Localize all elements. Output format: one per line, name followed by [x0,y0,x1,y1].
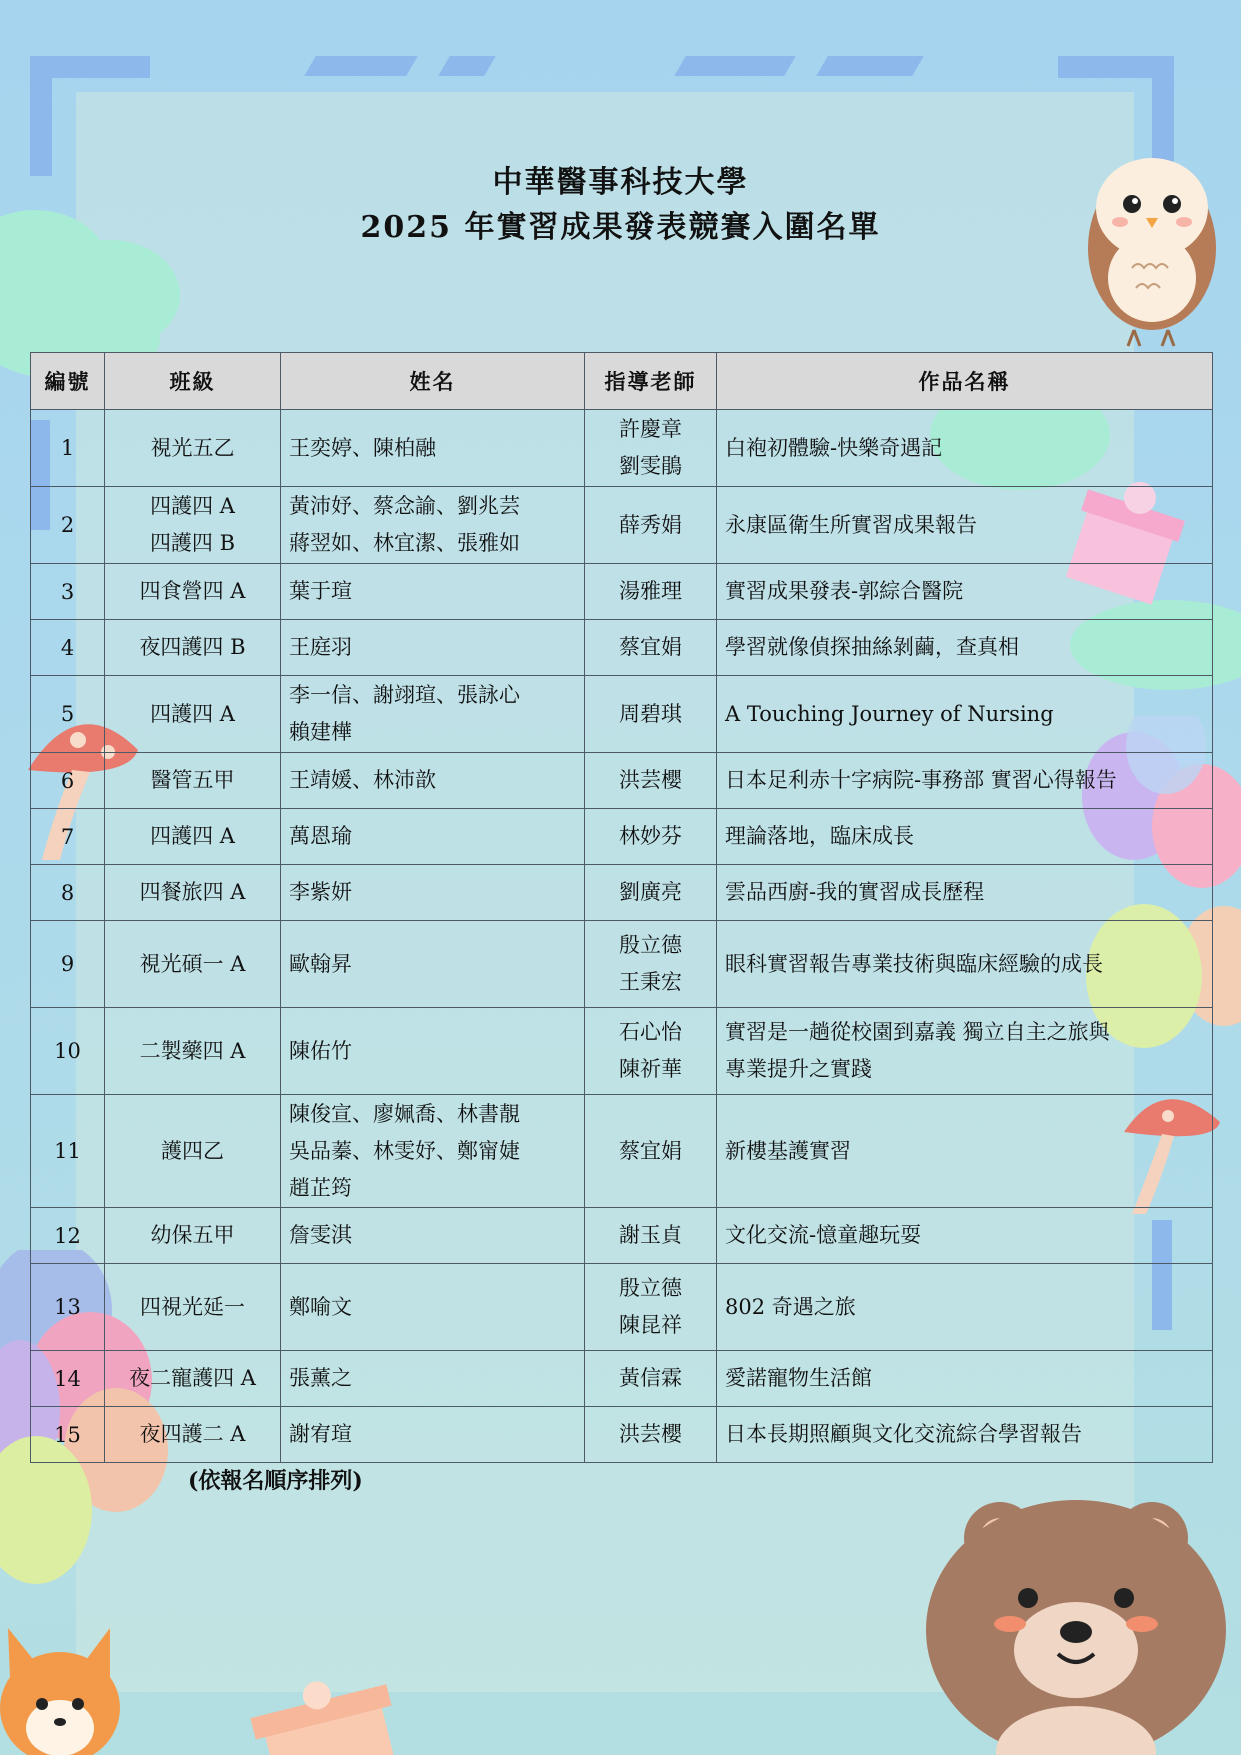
work-title-cell-line: 理論落地，臨床成長 [725,824,914,848]
advisor-cell-line: 洪芸櫻 [619,1422,682,1446]
row-number: 1 [31,410,105,487]
class-cell-line: 夜二寵護四 A [129,1366,256,1390]
work-title-cell [717,564,1213,620]
row-number: 14 [31,1351,105,1407]
frame-dash-top [304,56,418,76]
work-title-cell [717,1208,1213,1264]
table-row [31,809,1213,865]
class-cell [105,753,281,809]
fox-illustration [0,1618,120,1755]
student-names-cell-line: 賴建樺 [289,720,352,744]
student-names-cell-line: 張薰之 [289,1366,352,1390]
class-cell [105,1407,281,1463]
student-names-cell [281,487,585,564]
work-title-cell-line: 實習是一趟從校園到嘉義 獨立自主之旅與 [725,1020,1110,1044]
table-row [31,620,1213,676]
work-title-cell [717,753,1213,809]
student-names-cell-line: 陳佑竹 [289,1038,352,1063]
class-cell [105,1095,281,1208]
table-row [31,1008,1213,1095]
advisor-cell-line: 陳昆祥 [619,1313,682,1337]
student-names-cell [281,620,585,676]
table-header-row [31,353,1213,410]
row-number: 4 [31,620,105,676]
table-row [31,410,1213,487]
advisor-cell [585,1008,717,1095]
class-cell-line: 四視光延一 [140,1294,245,1319]
class-cell [105,620,281,676]
frame-dash-top [438,56,496,76]
student-names-cell-line: 李一信、謝翊瑄、張詠心 [289,683,520,707]
class-cell [105,1351,281,1407]
advisor-cell-line: 殷立德 [619,933,682,957]
class-cell-line: 護四乙 [161,1138,224,1163]
finalist-table [30,352,1213,1463]
class-cell [105,564,281,620]
advisor-cell-line: 謝玉貞 [619,1223,682,1247]
advisor-cell [585,620,717,676]
ordering-note: (依報名順序排列) [188,1468,363,1494]
table-row [31,753,1213,809]
student-names-cell [281,1407,585,1463]
advisor-cell [585,753,717,809]
work-title-cell [717,1407,1213,1463]
work-title-cell-line: 眼科實習報告專業技術與臨床經驗的成長 [725,951,1103,976]
class-cell-line: 視光五乙 [150,435,235,460]
student-names-cell-line: 黃沛妤、蔡念諭、劉兆芸 [289,494,520,518]
student-names-cell-line: 蔣翌如、林宜潔、張雅如 [289,531,520,555]
advisor-cell [585,676,717,753]
frame-dash-top [816,56,924,76]
student-names-cell [281,809,585,865]
student-names-cell-line: 葉于瑄 [289,579,352,603]
class-cell-line: 幼保五甲 [150,1223,235,1247]
work-title-cell-line: 802 奇遇之旅 [725,1294,856,1319]
table-row [31,1264,1213,1351]
student-names-cell [281,564,585,620]
student-names-cell [281,410,585,487]
advisor-cell [585,865,717,921]
table-row [31,1095,1213,1208]
class-cell-line: 四護四 B [149,531,236,555]
row-number: 7 [31,809,105,865]
advisor-cell-line: 周碧琪 [619,701,682,726]
column-header-work-title: 作品名稱 [717,353,1213,410]
advisor-cell-line: 陳祈華 [619,1057,682,1081]
advisor-cell-line: 王秉宏 [619,970,682,994]
student-names-cell-line: 陳俊宣、廖姵喬、林書靚 [289,1101,520,1126]
student-names-cell-line: 王奕婷、陳柏融 [289,435,436,460]
work-title-cell-line: A Touching Journey of Nursing [725,701,1054,726]
table-row [31,1351,1213,1407]
class-cell-line: 夜四護四 B [139,635,246,659]
work-title-cell-line: 新樓基護實習 [725,1138,851,1163]
class-cell-line: 四護四 A [150,494,235,518]
student-names-cell [281,1264,585,1351]
advisor-cell [585,410,717,487]
row-number: 13 [31,1264,105,1351]
work-title-cell [717,1264,1213,1351]
advisor-cell [585,1351,717,1407]
row-number: 10 [31,1008,105,1095]
class-cell [105,809,281,865]
advisor-cell [585,564,717,620]
frame-dash-top [674,56,796,76]
table-row [31,865,1213,921]
table-body [31,410,1213,1463]
student-names-cell [281,921,585,1008]
work-title-cell [717,865,1213,921]
class-cell [105,676,281,753]
work-title-cell-line: 白袍初體驗-快樂奇遇記 [725,435,943,460]
work-title-cell [717,1008,1213,1095]
table-row [31,1208,1213,1264]
student-names-cell-line: 鄭喻文 [289,1294,352,1319]
work-title-cell [717,1351,1213,1407]
advisor-cell-line: 洪芸櫻 [619,768,682,792]
class-cell [105,921,281,1008]
row-number: 12 [31,1208,105,1264]
class-cell-line: 四餐旅四 A [139,880,246,904]
bear-illustration [920,1490,1241,1755]
class-cell-line: 四食營四 A [139,579,246,603]
work-title-cell-line: 實習成果發表-郭綜合醫院 [725,579,964,603]
class-cell [105,1008,281,1095]
advisor-cell [585,1095,717,1208]
work-title-cell [717,809,1213,865]
work-title-cell-line: 愛諾寵物生活館 [725,1366,872,1390]
row-number: 3 [31,564,105,620]
class-cell [105,865,281,921]
table-row [31,1407,1213,1463]
student-names-cell [281,865,585,921]
class-cell [105,1208,281,1264]
student-names-cell [281,1095,585,1208]
student-names-cell-line: 謝宥瑄 [289,1422,352,1446]
row-number: 8 [31,865,105,921]
advisor-cell-line: 劉廣亮 [619,880,682,904]
column-header-class: 班級 [105,353,281,410]
work-title-cell [717,410,1213,487]
student-names-cell-line: 吳品蓁、林雯妤、鄭甯婕 [289,1138,520,1163]
class-cell-line: 二製藥四 A [139,1038,246,1063]
advisor-cell [585,1264,717,1351]
class-cell-line: 視光碩一 A [139,951,246,976]
student-names-cell-line: 萬恩瑜 [289,824,352,848]
student-names-cell [281,1208,585,1264]
advisor-cell-line: 林妙芬 [619,824,682,848]
student-names-cell [281,1008,585,1095]
class-cell [105,1264,281,1351]
row-number: 9 [31,921,105,1008]
student-names-cell [281,1351,585,1407]
row-number: 11 [31,1095,105,1208]
advisor-cell-line: 殷立德 [619,1276,682,1300]
table-row [31,487,1213,564]
student-names-cell-line: 李紫妍 [289,880,352,904]
column-header-names: 姓名 [281,353,585,410]
work-title-cell [717,487,1213,564]
work-title-cell [717,620,1213,676]
work-title-cell-line: 文化交流-憶童趣玩耍 [725,1223,922,1247]
advisor-cell-line: 黃信霖 [619,1366,682,1390]
table-row [31,921,1213,1008]
work-title-cell-line: 永康區衛生所實習成果報告 [725,512,977,537]
student-names-cell-line: 王庭羽 [289,635,352,659]
row-number: 6 [31,753,105,809]
work-title-cell-line: 專業提升之實踐 [725,1057,872,1081]
class-cell-line: 四護四 A [150,701,235,726]
class-cell [105,487,281,564]
student-names-cell [281,676,585,753]
row-number: 2 [31,487,105,564]
column-header-advisor: 指導老師 [585,353,717,410]
student-names-cell-line: 詹雯淇 [289,1223,352,1247]
advisor-cell [585,809,717,865]
work-title-cell [717,676,1213,753]
class-cell [105,410,281,487]
row-number: 15 [31,1407,105,1463]
advisor-cell-line: 許慶章 [619,417,682,441]
university-title: 中華醫事科技大學 [492,165,749,200]
student-names-cell-line: 趙芷筠 [289,1175,352,1200]
student-names-cell-line: 歐翰昇 [289,951,352,976]
table-row [31,676,1213,753]
work-title-cell-line: 日本足利赤十字病院-事務部 實習心得報告 [725,768,1117,792]
advisor-cell [585,1208,717,1264]
row-number: 5 [31,676,105,753]
student-names-cell-line: 王靖媛、林沛歆 [289,768,436,792]
advisor-cell-line: 蔡宜娟 [619,1138,682,1163]
student-names-cell [281,753,585,809]
class-cell-line: 四護四 A [150,824,235,848]
column-header-number: 編號 [31,353,105,410]
advisor-cell [585,921,717,1008]
table-row [31,564,1213,620]
advisor-cell [585,1407,717,1463]
work-title-cell [717,921,1213,1008]
class-cell-line: 夜四護二 A [139,1422,246,1446]
work-title-cell-line: 學習就像偵探抽絲剝繭，查真相 [725,635,1019,659]
advisor-cell-line: 薛秀娟 [619,512,682,537]
event-title: 2025 年實習成果發表競賽入圍名單 [360,210,881,245]
advisor-cell [585,487,717,564]
class-cell-line: 醫管五甲 [150,768,235,792]
gift-box [248,1680,408,1755]
advisor-cell-line: 石心怡 [619,1020,682,1044]
advisor-cell-line: 湯雅理 [619,579,682,603]
advisor-cell-line: 劉雯鵑 [619,454,682,478]
advisor-cell-line: 蔡宜娟 [619,635,682,659]
work-title-cell-line: 雲品西廚-我的實習成長歷程 [725,880,985,904]
work-title-cell-line: 日本長期照顧與文化交流綜合學習報告 [725,1422,1082,1446]
work-title-cell [717,1095,1213,1208]
